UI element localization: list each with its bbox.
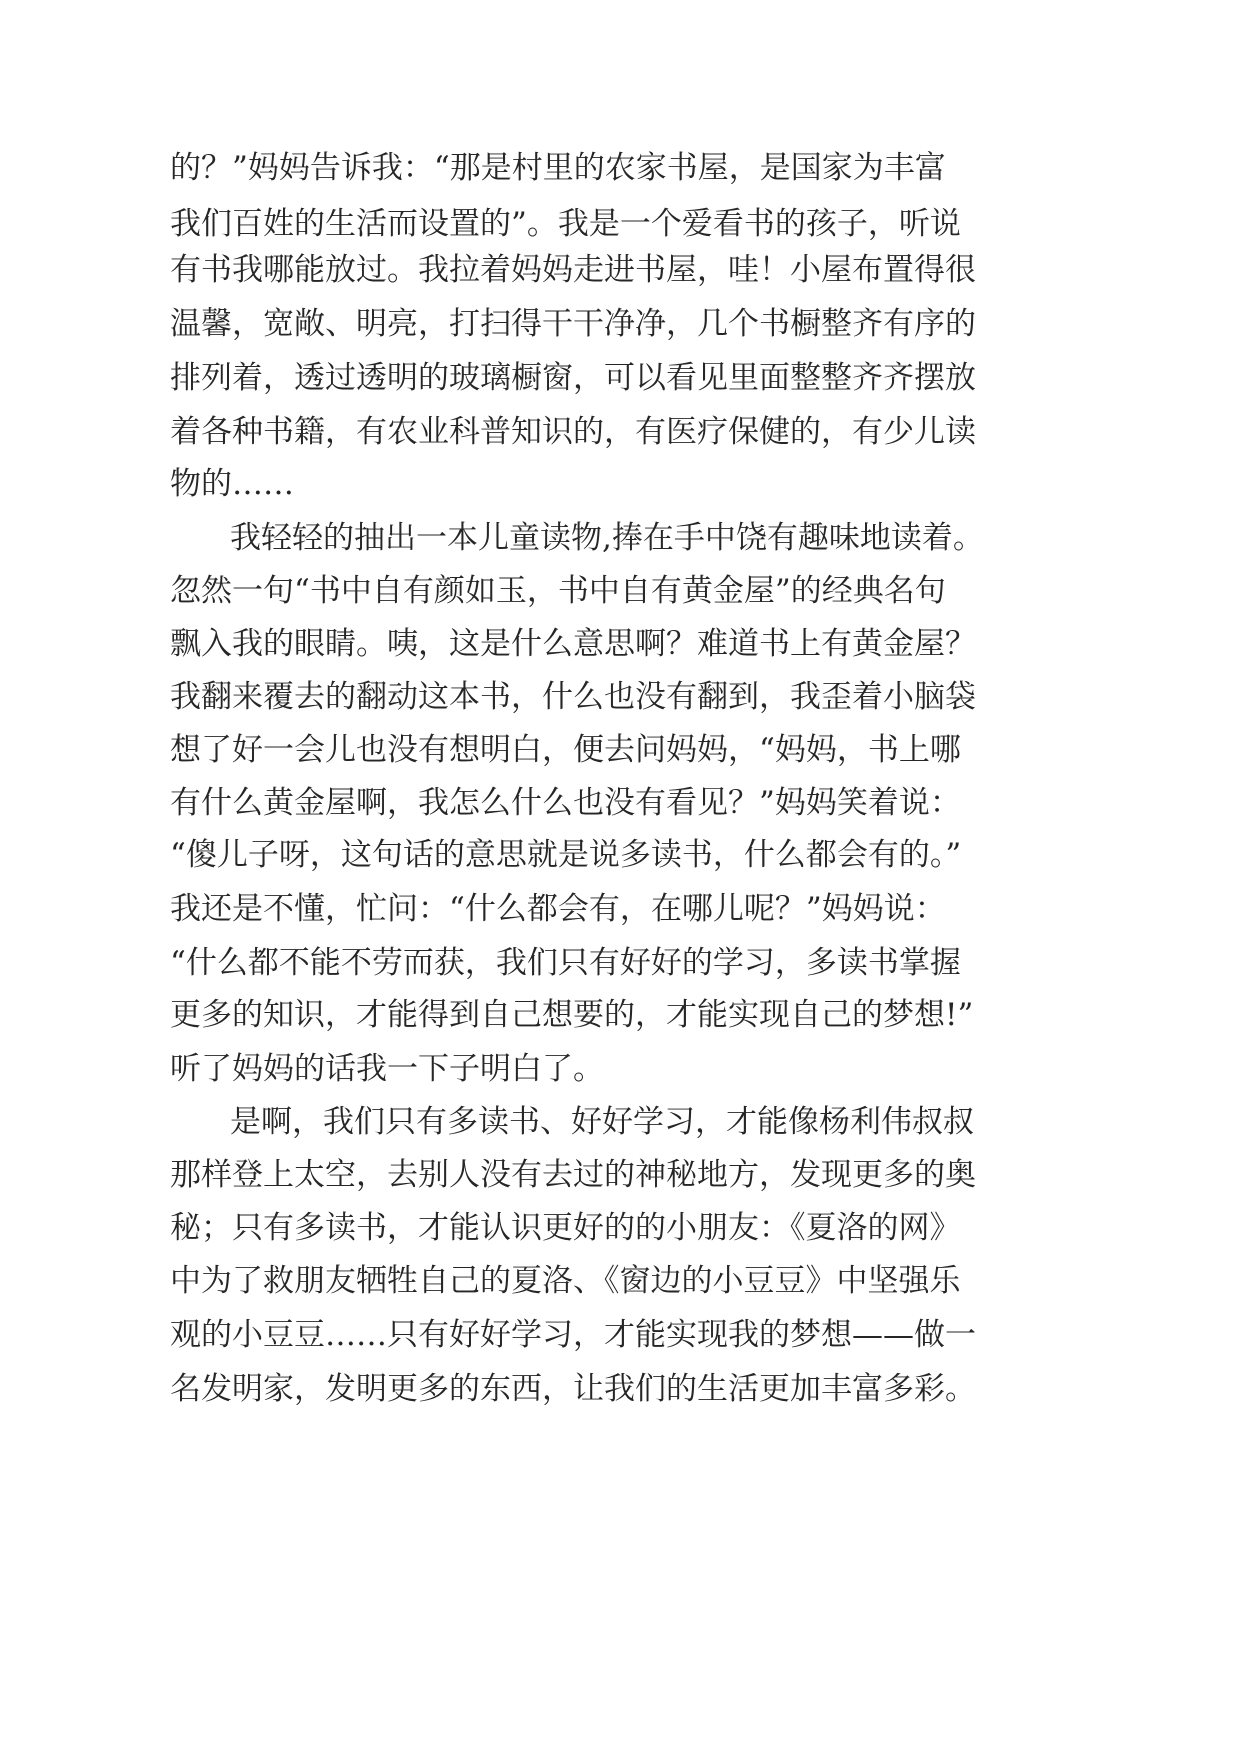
text-line: 我轻轻的抽出一本儿童读物,捧在手中饶有趣味地读着。 [230, 520, 984, 556]
text-line: 排列着，透过透明的玻璃橱窗，可以看见里面整整齐齐摆放 [170, 360, 976, 396]
text-line: 我们百姓的生活而设置的”。我是一个爱看书的孩子，听说 [170, 206, 961, 242]
text-line: “傻儿子呀，这句话的意思就是说多读书，什么都会有的。” [170, 837, 962, 873]
text-line: 更多的知识，才能得到自己想要的，才能实现自己的梦想!” [170, 997, 974, 1033]
text-line: 我翻来覆去的翻动这本书，什么也没有翻到，我歪着小脑袋 [170, 679, 976, 715]
text-line: 着各种书籍，有农业科普知识的，有医疗保健的，有少儿读 [170, 414, 976, 450]
text-line: 物的…… [170, 466, 294, 502]
text-line: 我还是不懂，忙问：“什么都会有，在哪儿呢？”妈妈说： [170, 891, 946, 927]
text-line: 的？”妈妈告诉我：“那是村里的农家书屋，是国家为丰富 [170, 150, 946, 186]
text-line: 飘入我的眼睛。咦，这是什么意思啊？难道书上有黄金屋？ [170, 626, 976, 662]
text-line: 想了好一会儿也没有想明白，便去问妈妈，“妈妈，书上哪 [170, 732, 961, 768]
text-line: 听了妈妈的话我一下子明白了。 [170, 1051, 604, 1087]
text-line: “什么都不能不劳而获，我们只有好好的学习，多读书掌握 [170, 945, 961, 981]
text-line: 观的小豆豆……只有好好学习，才能实现我的梦想——做一 [170, 1317, 976, 1353]
text-line: 有什么黄金屋啊，我怎么什么也没有看见？”妈妈笑着说： [170, 785, 961, 821]
text-line: 名发明家，发明更多的东西，让我们的生活更加丰富多彩。 [170, 1371, 976, 1407]
text-line: 中为了救朋友牺牲自己的夏洛、《窗边的小豆豆》中坚强乐 [170, 1263, 961, 1299]
text-line: 温馨，宽敞、明亮，打扫得干干净净，几个书橱整齐有序的 [170, 306, 976, 342]
text-line: 忽然一句“书中自有颜如玉，书中自有黄金屋”的经典名句 [170, 573, 946, 609]
text-line: 秘；只有多读书，才能认识更好的的小朋友：《夏洛的网》 [170, 1210, 961, 1246]
text-line: 有书我哪能放过。我拉着妈妈走进书屋，哇！小屋布置得很 [170, 252, 976, 288]
text-line: 是啊，我们只有多读书、好好学习，才能像杨利伟叔叔 [230, 1104, 974, 1140]
text-line: 那样登上太空，去别人没有去过的神秘地方，发现更多的奥 [170, 1157, 976, 1193]
